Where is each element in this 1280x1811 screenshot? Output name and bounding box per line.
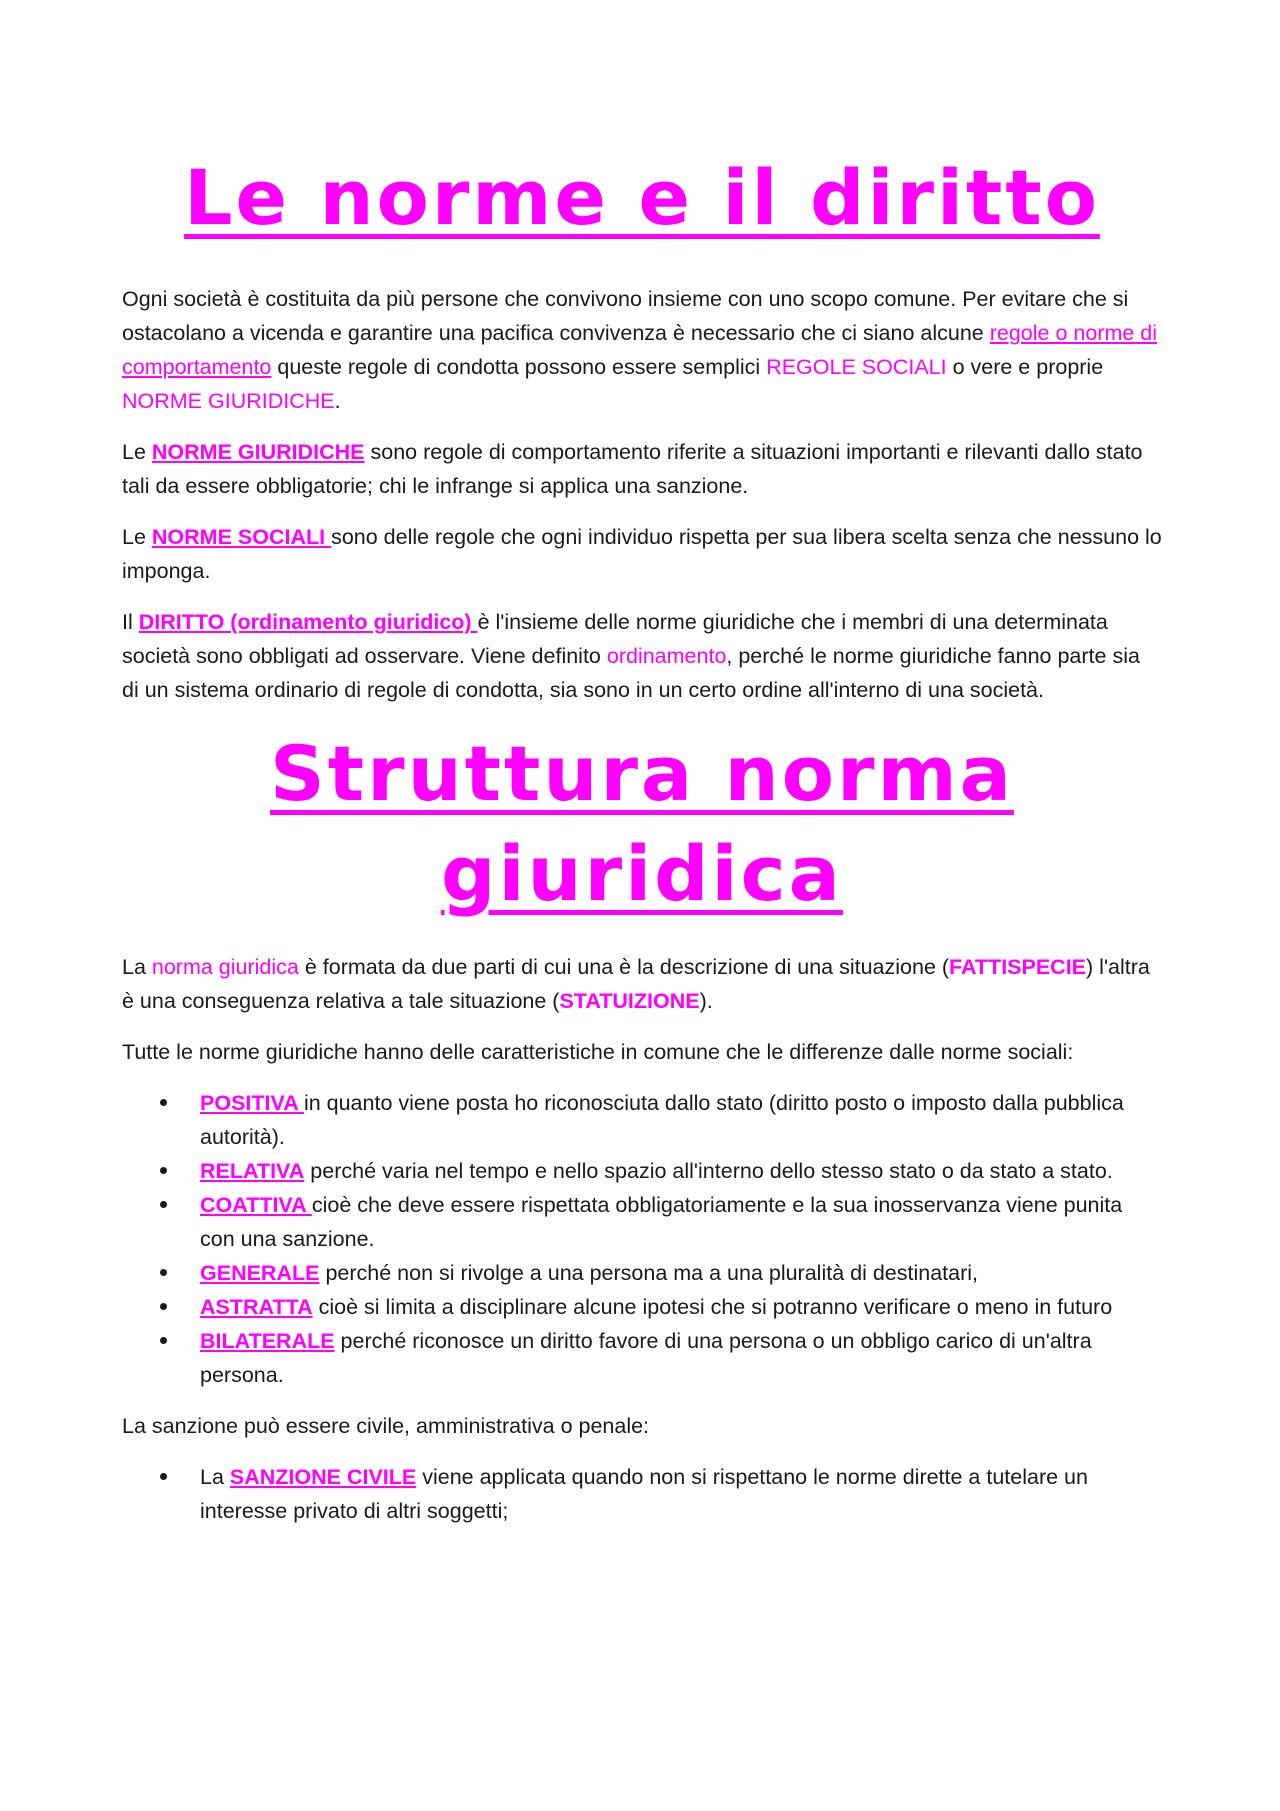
- text: ) l'altra è una conseguenza relativa a tale situazione (: [122, 955, 1150, 1013]
- list-item: [200, 1460, 1162, 1528]
- list-item: [200, 1256, 1162, 1290]
- text: La: [122, 955, 152, 979]
- feature-keyword: BILATERALE: [200, 1329, 335, 1353]
- keyword-statuizione: STATUIZIONE: [559, 989, 700, 1013]
- text: Le: [122, 440, 152, 464]
- text: queste regole di condotta possono essere semplici: [271, 355, 767, 379]
- keyword-diritto: DIRITTO (ordinamento giuridico): [138, 610, 478, 634]
- intro-paragraph: [122, 282, 1162, 418]
- keyword-norme-sociali: NORME SOCIALI: [151, 525, 332, 549]
- text: o vere e proprie: [946, 355, 1104, 379]
- list-item: [200, 1188, 1162, 1256]
- feature-keyword: COATTIVA: [200, 1193, 312, 1217]
- keyword-norme-giuridiche: NORME GIURIDICHE: [122, 389, 335, 413]
- feature-keyword: RELATIVA: [200, 1159, 305, 1183]
- feature-text: in quanto viene posta ho riconosciuta dallo stato (diritto posto o imposto dalla pubblica autorità).: [200, 1091, 1124, 1149]
- diritto-paragraph: [122, 605, 1162, 707]
- list-item: [200, 1324, 1162, 1392]
- norme-giuridiche-paragraph: [122, 435, 1162, 503]
- text: sono regole di comportamento riferite a situazioni importanti e rilevanti dallo stato tali da essere obbligatorie; chi le infrange si applica una sanzione.: [122, 440, 1143, 498]
- sanctions-list: [122, 1460, 1162, 1528]
- text: Le: [122, 525, 152, 549]
- link-regole[interactable]: regole o norme di comportamento: [122, 321, 1158, 379]
- feature-keyword: POSITIVA: [200, 1091, 304, 1115]
- norma-giuridica-paragraph: [122, 950, 1162, 1018]
- feature-text: cioè si limita a disciplinare alcune ipotesi che si potranno verificare o meno in futuro: [312, 1295, 1113, 1319]
- keyword-ordinamento: ordinamento: [606, 644, 727, 668]
- text: La: [200, 1465, 230, 1489]
- keyword-fattispecie: FATTISPECIE: [949, 955, 1087, 979]
- sanzione-intro: La sanzione può essere civile, amministrativa o penale:: [122, 1414, 650, 1438]
- feature-text: perché riconosce un diritto favore di una persona o un obbligo carico di un'altra persona.: [200, 1329, 1092, 1387]
- keyword-regole-sociali: REGOLE SOCIALI: [766, 355, 947, 379]
- text: .: [334, 389, 341, 413]
- feature-keyword: GENERALE: [200, 1261, 320, 1285]
- norme-sociali-paragraph: [122, 520, 1162, 588]
- text: Ogni società è costituita da più persone che convivono insieme con uno scopo comune. Per evitare che si ostacolano a vicenda e garantire una pacifica convivenza è necessario che ci siano alcune: [122, 287, 1129, 345]
- text: viene applicata quando non si rispettano le norme dirette a tutelare un interesse privato di altri soggetti;: [200, 1465, 1088, 1523]
- keyword-norme-giuridiche: NORME GIURIDICHE: [151, 440, 365, 464]
- section-title: Struttura norma giuridica: [270, 729, 1014, 918]
- text: sono delle regole che ogni individuo rispetta per sua libera scelta senza che nessuno lo imponga.: [122, 525, 1162, 583]
- text: Il: [122, 610, 139, 634]
- text: è formata da due parti di cui una è la descrizione di una situazione (: [298, 955, 950, 979]
- caratteristiche-intro: Tutte le norme giuridiche hanno delle caratteristiche in comune che le differenze dalle norme sociali:: [122, 1040, 1074, 1064]
- feature-keyword: ASTRATTA: [200, 1295, 313, 1319]
- text: , perché le norme giuridiche fanno parte sia di un sistema ordinario di regole di condotta, sia sono in un certo ordine all'interno di una società.: [122, 644, 1140, 702]
- list-item: [200, 1154, 1162, 1188]
- features-list: [122, 1086, 1162, 1392]
- list-item: [200, 1086, 1162, 1154]
- keyword-norma-giuridica: norma giuridica: [151, 955, 299, 979]
- text: è l'insieme delle norme giuridiche che i membri di una determinata società sono obbligati ad osservare. Viene definito: [122, 610, 1108, 668]
- main-title: Le norme e il diritto: [184, 153, 1100, 242]
- text: ).: [699, 989, 713, 1013]
- feature-text: cioè che deve essere rispettata obbligatoriamente e la sua inosservanza viene punita con una sanzione.: [200, 1193, 1123, 1251]
- keyword-sanzione-civile: SANZIONE CIVILE: [229, 1465, 417, 1489]
- feature-text: perché non si rivolge a una persona ma a una pluralità di destinatari,: [319, 1261, 979, 1285]
- feature-text: perché varia nel tempo e nello spazio all'interno dello stesso stato o da stato a stato.: [304, 1159, 1113, 1183]
- list-item: [200, 1290, 1162, 1324]
